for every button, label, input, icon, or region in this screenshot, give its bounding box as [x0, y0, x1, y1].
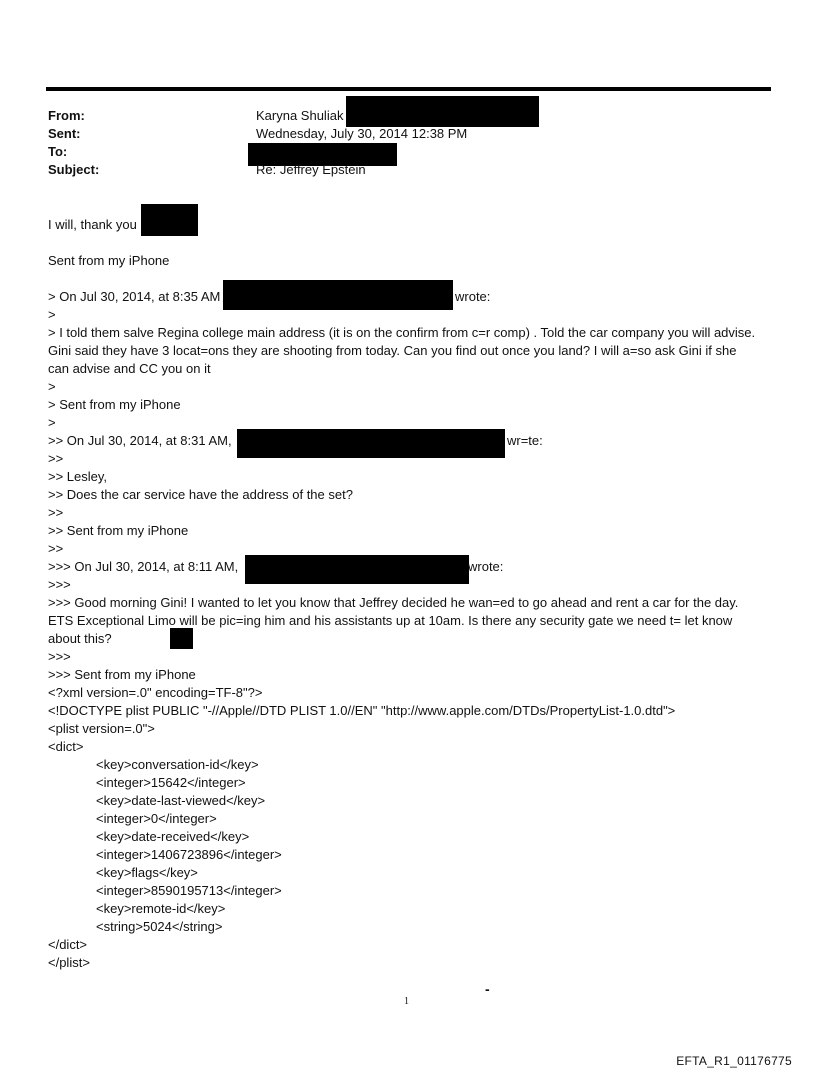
quote-header: >> On Jul 30, 2014, at 8:31 AM, [48, 433, 232, 448]
xml-line: </dict> [48, 937, 88, 952]
subject-label: Subject: [48, 162, 100, 177]
from-label: From: [48, 108, 85, 123]
quote-paragraph: >>> Good morning Gini! I wanted to let you know that Jeffrey decided he wan=ed to go ahead and rent a car for the day. ETS Exceptional Limo will be pic=ing him and his assistants up at 10am. Is there any security gate we need t= let know about this? [48, 595, 739, 646]
xml-line: <integer>8590195713</integer> [96, 883, 282, 898]
from-value: Karyna Shuliak [256, 108, 344, 123]
sent-label: Sent: [48, 126, 81, 141]
sent-value: Wednesday, July 30, 2014 12:38 PM [256, 126, 468, 141]
quote-header: > On Jul 30, 2014, at 8:35 AM [48, 289, 221, 304]
xml-line: <integer>0</integer> [96, 811, 217, 826]
page-number: 1 [404, 996, 409, 1007]
body-line: Sent from my iPhone [48, 253, 170, 268]
body-line: >> Lesley, [48, 469, 108, 484]
page-dash: - [485, 981, 490, 997]
quote-paragraph: > I told them salve Regina college main address (it is on the confirm from c=r comp) . Told the car company you will advise. Gini said they have 3 locat=ons they are shooting from today. Can you find out once you land? I will a=so ask Gini if she can advise and CC you on it [48, 325, 756, 376]
redaction-block [223, 280, 453, 310]
quote-header-wrote: wrote: [468, 559, 504, 574]
xml-line: <key>flags</key> [96, 865, 198, 880]
xml-line: <dict> [48, 739, 84, 754]
xml-line: <key>remote-id</key> [96, 901, 226, 916]
quote-header-wrote: wr=te: [507, 433, 543, 448]
body-line: >> [48, 451, 64, 466]
xml-line: <integer>1406723896</integer> [96, 847, 282, 862]
document-id: EFTA_R1_01176775 [676, 1054, 792, 1068]
body-line: >>> [48, 649, 71, 664]
xml-line: <key>date-last-viewed</key> [96, 793, 266, 808]
to-label: To: [48, 144, 68, 159]
redaction-block [237, 429, 505, 458]
body-line: >> [48, 505, 64, 520]
body-line: >>> Sent from my iPhone [48, 667, 196, 682]
xml-line: <?xml version=.0" encoding=TF-8"?> [48, 685, 263, 700]
xml-line: <plist version=.0"> [48, 721, 155, 736]
body-line: > Sent from my iPhone [48, 397, 181, 412]
body-line: >> Sent from my iPhone [48, 523, 189, 538]
xml-line: <key>date-received</key> [96, 829, 250, 844]
body-line: > [48, 379, 56, 394]
redaction-block [346, 96, 539, 127]
xml-line: <key>conversation-id</key> [96, 757, 259, 772]
quote-header: >>> On Jul 30, 2014, at 8:11 AM, [48, 559, 239, 574]
redaction-block [141, 204, 198, 236]
header-rule [46, 87, 771, 91]
body-line: >> [48, 541, 64, 556]
quote-header-wrote: wrote: [455, 289, 491, 304]
body-line: I will, thank you [48, 217, 137, 232]
redaction-block [245, 555, 469, 584]
subject-value: Re: Jeffrey Epstein [256, 162, 366, 177]
body-line: > [48, 307, 56, 322]
body-line: > [48, 415, 56, 430]
xml-line: </plist> [48, 955, 90, 970]
xml-line: <!DOCTYPE plist PUBLIC "-//Apple//DTD PLIST 1.0//EN" "http://www.apple.com/DTDs/PropertyList-1.0.dtd"> [48, 703, 676, 718]
body-line: >>> [48, 577, 71, 592]
body-line: >> Does the car service have the address of the set? [48, 487, 353, 502]
redaction-block [170, 628, 193, 649]
xml-line: <integer>15642</integer> [96, 775, 246, 790]
xml-line: <string>5024</string> [96, 919, 223, 934]
